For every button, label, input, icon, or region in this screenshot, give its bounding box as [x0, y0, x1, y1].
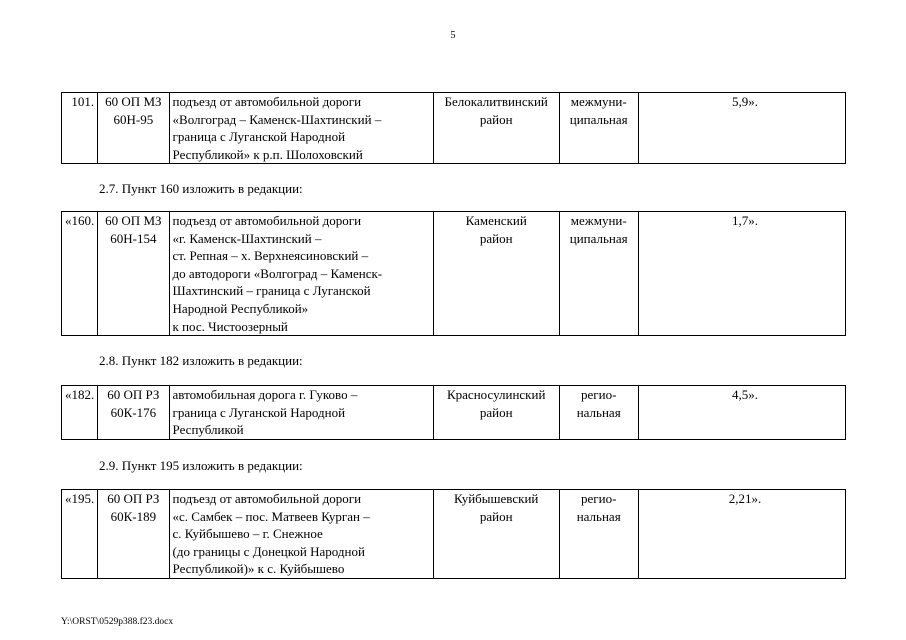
paragraph-2-9: 2.9. Пункт 195 изложить в редакции: [99, 458, 303, 473]
length-value: 5,9». [731, 94, 758, 109]
road-code-line: 60Н-95 [113, 111, 154, 127]
road-name-line: автомобильная дорога г. Гуково – [172, 387, 358, 402]
road-name-line: Республикой)» к с. Куйбышево [172, 561, 345, 577]
road-name-cell [169, 490, 433, 579]
length-cell [638, 212, 845, 336]
road-table-160 [61, 211, 846, 336]
road-name-line: Народной Республикой» [172, 300, 309, 316]
length-cell [638, 490, 845, 579]
road-name-line: «с. Самбек – пос. Матвеев Курган – [172, 508, 370, 524]
item-number-cell: «160. [62, 212, 98, 336]
road-code-line: 60 ОП РЗ [107, 387, 160, 402]
road-name-line: к пос. Чистоозерный [172, 318, 288, 334]
district-line: район [479, 111, 513, 127]
road-code-line: 60 ОП РЗ [107, 491, 160, 506]
road-table-101 [61, 92, 846, 164]
item-number-cell: «195. [62, 490, 98, 579]
district-line: район [479, 508, 513, 524]
road-type-line: регио- [581, 491, 617, 506]
district-line: район [479, 404, 513, 420]
paragraph-2-8: 2.8. Пункт 182 изложить в редакции: [99, 353, 303, 368]
item-number-cell: 101. [62, 93, 98, 164]
road-type-line: межмуни- [570, 213, 627, 228]
road-type-line: нальная [576, 508, 621, 524]
district-cell [433, 93, 559, 164]
road-name-line: подъезд от автомобильной дороги [172, 491, 362, 506]
district-line: Куйбышевский [454, 491, 539, 506]
district-line: район [479, 230, 513, 246]
road-name-line: Республикой [172, 422, 244, 438]
road-code-line: 60К-189 [110, 508, 157, 524]
road-name-line: (до границы с Донецкой Народной [172, 543, 365, 559]
district-line: Каменский [465, 213, 527, 228]
road-name-cell [169, 212, 433, 336]
table-row [62, 386, 846, 440]
road-table-195 [61, 489, 846, 579]
road-name-line: граница с Луганской Народной [172, 129, 346, 145]
district-cell [433, 386, 559, 440]
length-cell [638, 386, 845, 440]
road-code-cell [98, 490, 169, 579]
road-name-line: до автодороги «Волгоград – Каменск- [172, 265, 383, 281]
road-type-line: ципальная [569, 230, 628, 246]
road-code-cell [98, 212, 169, 336]
road-name-line: с. Куйбышево – г. Снежное [172, 526, 323, 542]
length-value: 1,7». [731, 213, 758, 228]
page-number: 5 [450, 30, 456, 41]
file-path-footer: Y:\ORST\0529p388.f23.docx [61, 617, 174, 627]
district-line: Красносулинский [446, 387, 546, 402]
length-value: 4,5». [731, 387, 758, 402]
road-code-line: 60 ОП МЗ [105, 213, 162, 228]
road-name-cell [169, 93, 433, 164]
item-number-cell: «182. [62, 386, 98, 440]
road-type-cell [559, 490, 638, 579]
district-cell [433, 490, 559, 579]
district-cell [433, 212, 559, 336]
paragraph-2-7: 2.7. Пункт 160 изложить в редакции: [99, 181, 303, 196]
road-code-cell [98, 93, 169, 164]
road-type-cell [559, 93, 638, 164]
table-row [62, 93, 846, 164]
road-name-line: ст. Репная – х. Верхнеясиновский – [172, 248, 369, 264]
road-type-line: нальная [576, 404, 621, 420]
road-type-line: регио- [581, 387, 617, 402]
road-name-line: «Волгоград – Каменск-Шахтинский – [172, 111, 382, 127]
road-code-cell [98, 386, 169, 440]
table-row [62, 212, 846, 336]
road-type-cell [559, 386, 638, 440]
road-type-cell [559, 212, 638, 336]
road-code-line: 60 ОП МЗ [105, 94, 162, 109]
road-name-cell [169, 386, 433, 440]
road-code-line: 60Н-154 [110, 230, 157, 246]
table-row [62, 490, 846, 579]
road-type-line: ципальная [569, 111, 628, 127]
length-value: 2,21». [728, 491, 762, 506]
road-table-182 [61, 385, 846, 440]
road-name-line: «г. Каменск-Шахтинский – [172, 230, 322, 246]
road-name-line: Республикой» к р.п. Шолоховский [172, 146, 363, 162]
length-cell [638, 93, 845, 164]
road-type-line: межмуни- [570, 94, 627, 109]
road-name-line: подъезд от автомобильной дороги [172, 94, 362, 109]
road-name-line: граница с Луганской Народной [172, 404, 346, 420]
road-code-line: 60К-176 [110, 404, 157, 420]
road-name-line: Шахтинский – граница с Луганской [172, 283, 371, 299]
district-line: Белокалитвинский [444, 94, 548, 109]
road-name-line: подъезд от автомобильной дороги [172, 213, 362, 228]
